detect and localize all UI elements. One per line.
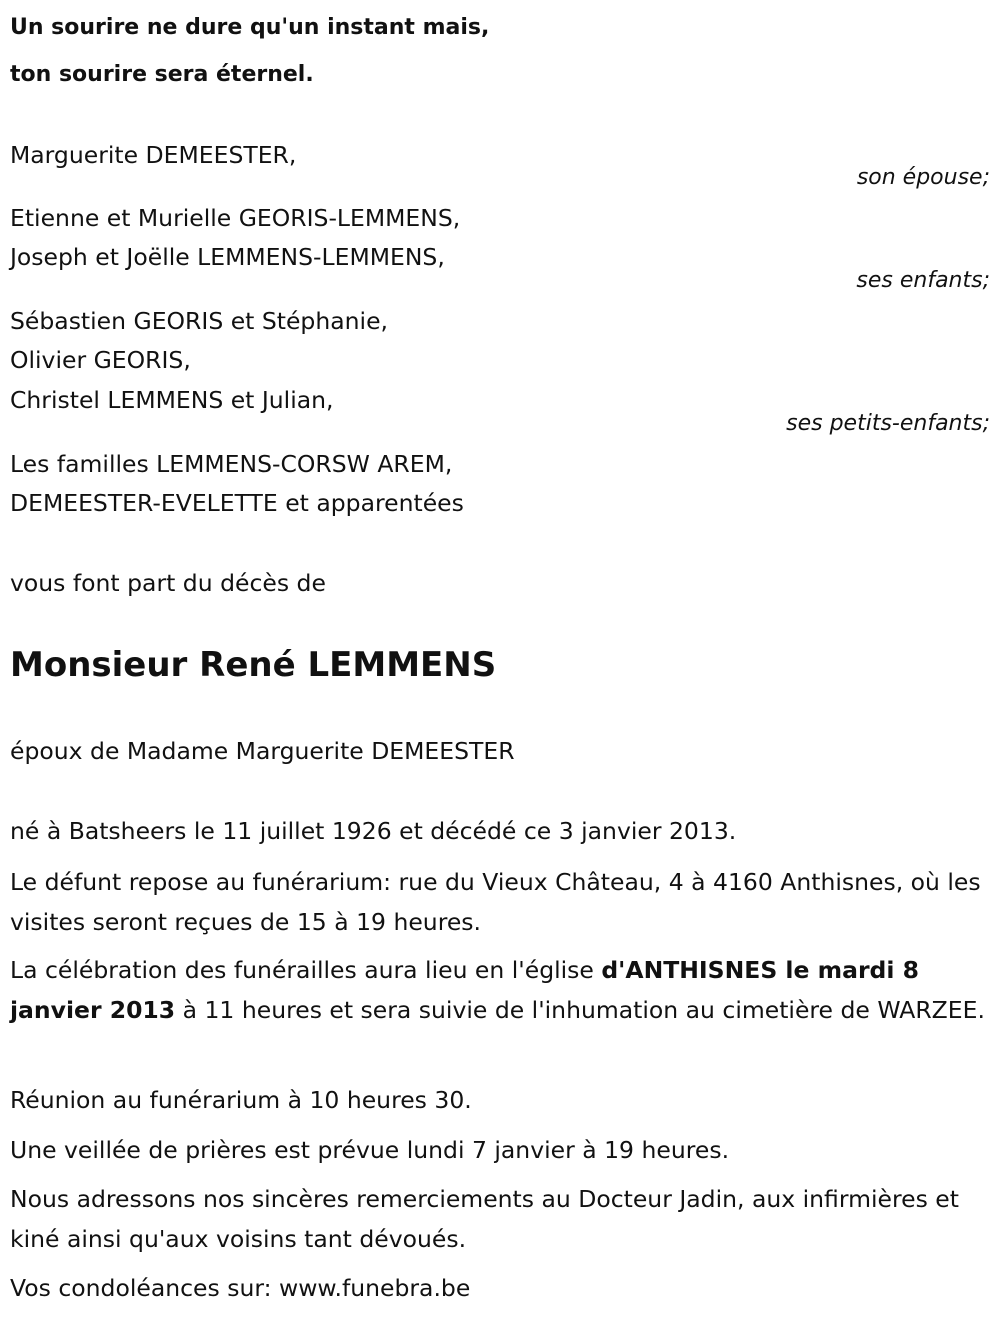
ceremony-text-start: La célébration des funérailles aura lieu en l'église <box>10 956 602 984</box>
spouse-relation: son épouse; <box>856 165 990 190</box>
announcement-text: vous font part du décès de <box>10 569 326 597</box>
ceremony-paragraph <box>10 950 990 1030</box>
repose-paragraph: Le défunt repose au funérarium: rue du Vieux Château, 4 à 4160 Anthisnes, où les visites seront reçues de 15 à 19 heures. <box>10 868 981 936</box>
thanks-paragraph: Nous adressons nos sincères remerciements au Docteur Jadin, aux infirmières et kiné ainsi qu'aux voisins tant dévoués. <box>10 1185 959 1253</box>
spouse-of-line: époux de Madame Marguerite DEMEESTER <box>10 737 515 765</box>
child-entry: Joseph et Joëlle LEMMENS-LEMMENS, <box>10 243 445 271</box>
families-line: DEMEESTER-EVELETTE et apparentées <box>10 489 464 517</box>
birth-death-line: né à Batsheers le 11 juillet 1926 et décédé ce 3 janvier 2013. <box>10 817 737 845</box>
deceased-name: Monsieur René LEMMENS <box>10 645 497 685</box>
grandchild-entry: Olivier GEORIS, <box>10 346 191 374</box>
condolences-line: Vos condoléances sur: www.funebra.be <box>10 1274 471 1302</box>
children-relation: ses enfants; <box>856 268 990 293</box>
vigil-line: Une veillée de prières est prévue lundi 7 janvier à 19 heures. <box>10 1136 730 1164</box>
meeting-line: Réunion au funérarium à 10 heures 30. <box>10 1086 472 1114</box>
grandchildren-relation: ses petits-enfants; <box>786 411 990 436</box>
quote-line-1: Un sourire ne dure qu'un instant mais, <box>10 15 490 40</box>
ceremony-text-end: à 11 heures et sera suivie de l'inhumation au cimetière de WARZEE. <box>175 996 985 1024</box>
grandchild-entry: Christel LEMMENS et Julian, <box>10 386 334 414</box>
quote-line-2: ton sourire sera éternel. <box>10 62 314 87</box>
families-line: Les familles LEMMENS-CORSW AREM, <box>10 450 453 478</box>
child-entry: Etienne et Murielle GEORIS-LEMMENS, <box>10 204 461 232</box>
grandchild-entry: Sébastien GEORIS et Stéphanie, <box>10 307 388 335</box>
ceremony-date-highlight: d'ANTHISNES le mardi 8 janvier 2013 <box>10 956 919 1024</box>
spouse-name: Marguerite DEMEESTER, <box>10 141 297 169</box>
